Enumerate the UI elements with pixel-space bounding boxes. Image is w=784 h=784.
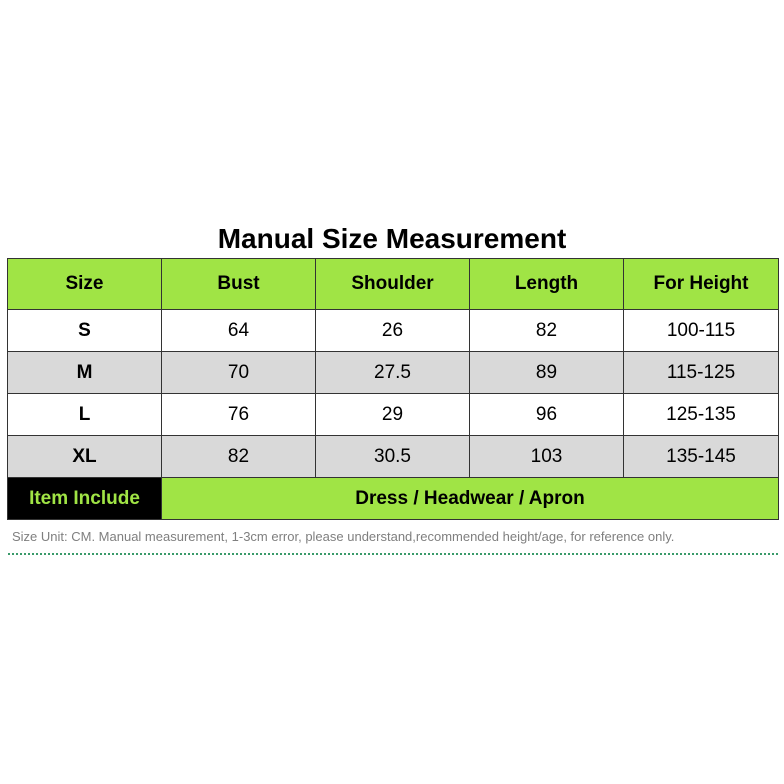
cell-length: 96: [470, 394, 624, 436]
cell-length: 82: [470, 310, 624, 352]
cell-height: 125-135: [624, 394, 779, 436]
cell-length: 89: [470, 352, 624, 394]
table-row: [8, 352, 779, 394]
item-include-label: Item Include: [8, 478, 162, 520]
cell-size: S: [8, 310, 162, 352]
cell-bust: 82: [162, 436, 316, 478]
header-size: Size: [8, 259, 162, 310]
table-header-row: [8, 259, 779, 310]
cell-shoulder: 26: [316, 310, 470, 352]
size-note: Size Unit: CM. Manual measurement, 1-3cm error, please understand,recommended height/age, for reference only.: [12, 529, 675, 544]
table-row: [8, 310, 779, 352]
cell-bust: 70: [162, 352, 316, 394]
cell-height: 115-125: [624, 352, 779, 394]
size-table: [7, 258, 779, 520]
header-shoulder: Shoulder: [316, 259, 470, 310]
header-length: Length: [470, 259, 624, 310]
cell-length: 103: [470, 436, 624, 478]
cell-size: XL: [8, 436, 162, 478]
item-include-value: Dress / Headwear / Apron: [162, 478, 779, 520]
cell-shoulder: 30.5: [316, 436, 470, 478]
table-row: [8, 436, 779, 478]
header-bust: Bust: [162, 259, 316, 310]
cell-bust: 76: [162, 394, 316, 436]
cell-size: L: [8, 394, 162, 436]
cell-height: 100-115: [624, 310, 779, 352]
header-for-height: For Height: [624, 259, 779, 310]
cell-height: 135-145: [624, 436, 779, 478]
dotted-divider: [8, 553, 778, 555]
table-row: [8, 394, 779, 436]
item-include-row: [8, 478, 779, 520]
cell-bust: 64: [162, 310, 316, 352]
cell-shoulder: 29: [316, 394, 470, 436]
cell-shoulder: 27.5: [316, 352, 470, 394]
page-title: Manual Size Measurement: [217, 223, 567, 254]
cell-size: M: [8, 352, 162, 394]
